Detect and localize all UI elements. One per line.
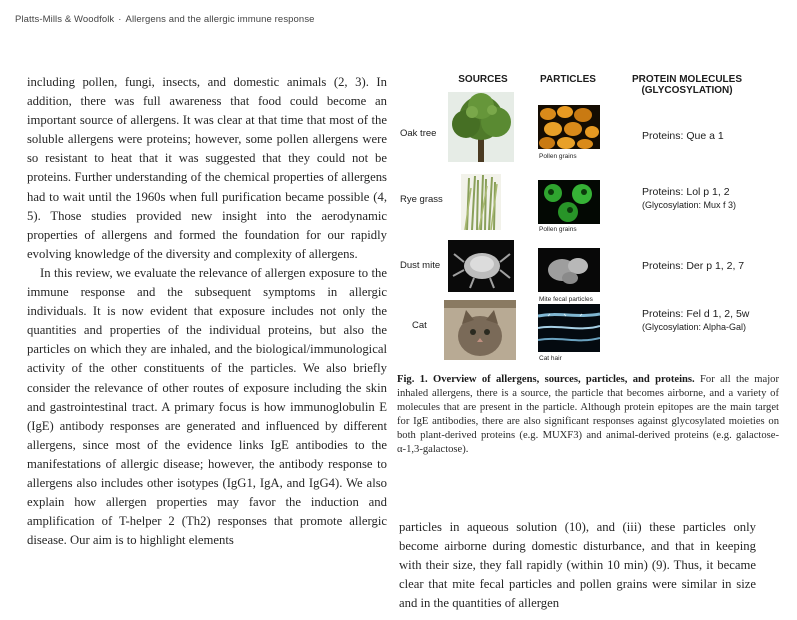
figure-row-oak <box>396 92 786 162</box>
running-head-separator: · <box>118 14 122 25</box>
protein-list: Proteins: Lol p 1, 2 <box>642 186 730 198</box>
figure-1 <box>396 74 786 364</box>
running-head-title: Allergens and the allergic immune response <box>125 14 315 25</box>
left-text-column <box>27 73 387 550</box>
glycosylation-note: (Glycosylation: Mux f 3) <box>642 200 737 210</box>
source-name: Oak tree <box>400 128 437 139</box>
particle-caption: Cat hair <box>539 355 562 362</box>
right-text-column <box>399 518 756 613</box>
particle-caption: Pollen grains <box>539 226 577 233</box>
source-name: Cat <box>412 320 427 331</box>
protein-label <box>642 260 744 273</box>
caption-text: For all the major inhaled allergens, there is a source, the particle that becomes airborne, and a variety of molecules that are present in the particle. Although protein epitopes are the main target for IgE antibodies, there are also significant responses against glycosylated moieties on both plant-derived proteins (e.g. MUXF3) and animal-derived proteins (e.g. galactose-α-1,3-galactose). <box>397 374 779 456</box>
body-paragraph-2: In this review, we evaluate the relevance of allergen exposure to the immune response and the subsequent symptoms in allergic individuals. It is now evident that exposure includes not only the quantities and properties of the individual proteins, but also the particles on which they are inhaled, and the biological/immunological activity of the other constituents of the particles. We also briefly consider the relevance of other routes of exposure including the skin and gastrointestinal tract. A primary focus is how immunoglobulin E (IgE) antibody responses are generated and influenced by different allergens, since most of the evidence links IgE antibodies to the manifestations of allergic disease; however, the antibody response to allergens also includes other isotypes (IgG1, IgA, and IgG4). We also explain how allergen properties may favor the induction and amplification of T-helper 2 (Th2) responses that promote allergic disease. Our aim is to highlight elements <box>27 265 387 548</box>
protein-label <box>642 130 724 143</box>
rye-pollen-image <box>538 180 600 224</box>
header-glycosylation-label: (GLYCOSYLATION) <box>641 85 733 96</box>
cat-image <box>444 300 516 360</box>
caption-label: Fig. 1. <box>397 374 428 385</box>
running-head <box>15 14 315 25</box>
header-sources: SOURCES <box>458 74 508 85</box>
protein-list: Proteins: Fel d 1, 2, 5w <box>642 308 750 320</box>
glycosylation-note: (Glycosylation: Alpha-Gal) <box>642 322 747 332</box>
header-proteins-label: PROTEIN MOLECULES <box>631 74 742 85</box>
header-particles: PARTICLES <box>540 74 596 85</box>
protein-label <box>642 308 749 334</box>
protein-list: Proteins: Der p 1, 2, 7 <box>642 260 745 272</box>
figure-row-rye-grass <box>396 174 786 244</box>
particle-caption: Mite fecal particles <box>539 296 593 303</box>
cat-hair-image <box>538 304 600 352</box>
oak-tree-image <box>448 92 514 162</box>
oak-pollen-image <box>538 105 600 149</box>
dust-mite-image <box>448 240 514 292</box>
figure-row-cat <box>396 300 786 370</box>
body-paragraph-1: including pollen, fungi, insects, and domestic animals (2, 3). In addition, there was full awareness that food could become an important source of allergens. It was clear at that time that most of the soluble allergens were proteins; however, some pollen allergens were so resistant to heat that it was suggested that they could not be proteins. Further understanding of the chemical properties of allergens had to wait until the 1960s when full purification became possible (4, 5). Those studies provided new insight into the aerodynamic properties of allergens and formed the foundation for our rapidly evolving knowledge of the diversity and complexity of allergens. <box>27 75 387 261</box>
rye-grass-image <box>461 174 501 230</box>
caption-title: Overview of allergens, sources, particles, and proteins. <box>432 374 695 385</box>
protein-label <box>642 186 736 212</box>
source-name: Rye grass <box>400 194 443 205</box>
source-name: Dust mite <box>400 260 441 271</box>
figure-caption <box>397 373 779 458</box>
mite-fecal-particle-image <box>538 248 600 292</box>
body-paragraph-right: particles in aqueous solution (10), and (iii) these particles only become airborne during domestic disturbance, and that in keeping with their size, they fall rapidly (within 10 min) (9). Thus, it became clear that mite fecal particles and pollen grains were similar in size and in the quantities of allergen <box>399 520 756 611</box>
running-head-authors: Platts-Mills & Woodfolk <box>15 14 115 25</box>
protein-list: Proteins: Que a 1 <box>642 130 724 142</box>
particle-caption: Pollen grains <box>539 153 577 160</box>
